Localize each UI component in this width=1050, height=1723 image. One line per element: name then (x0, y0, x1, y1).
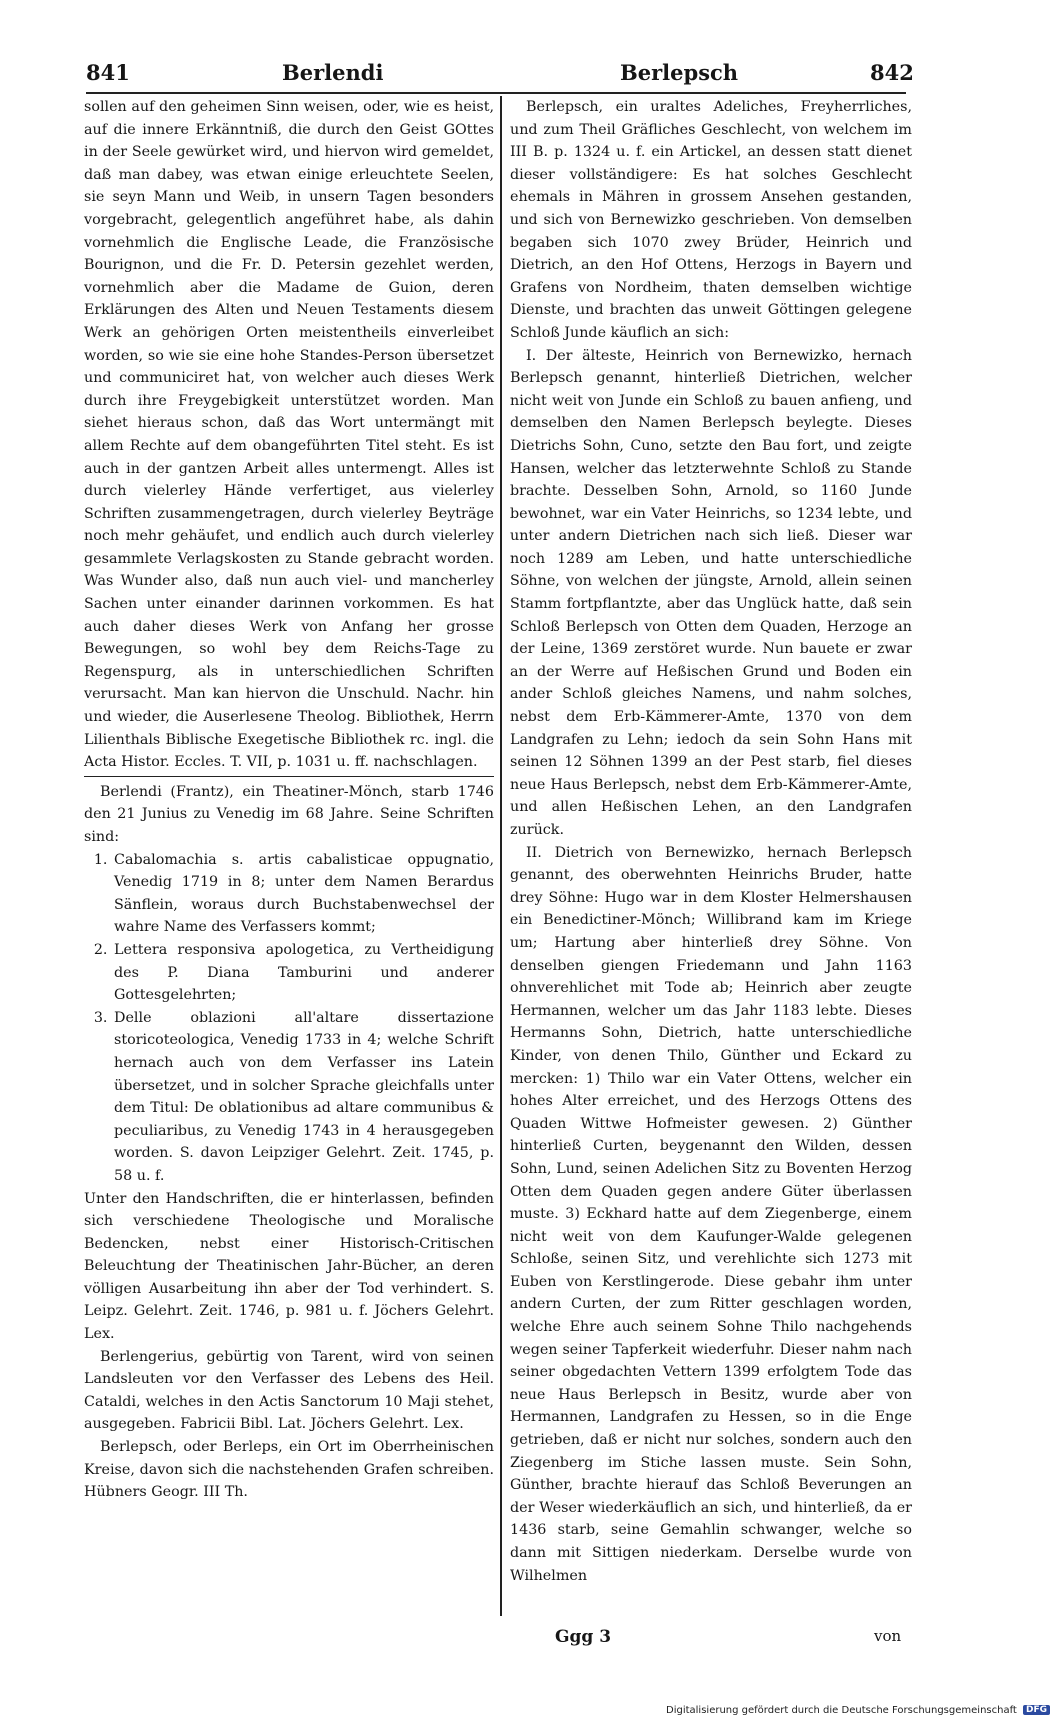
dfg-logo: DFG (1023, 1705, 1050, 1715)
work-item: 3. Delle oblazioni all'altare dissertazione storicoteologica, Venedig 1733 in 4; welche Schrift hernach auch von dem Verfasser ins Latein übersetzet, und in solcher Sprache gleichfalls unter dem Titul: De oblationibus ad altare communibus & peculiaribus, zu Venedig 1743 in 4 herausgegeben worden. S. davon Leipziger Gelehrt. Zeit. 1745, p. 58 u. f. (112, 1007, 494, 1188)
entry-berlepsch-family: Berlepsch, ein uraltes Adeliches, Freyherrliches, und zum Theil Gräfliches Geschlecht, von welchem im III B. p. 1324 u. f. ein Artickel, an dessen statt dienet dieser vollständigere: Es hat solches Geschlecht ehemals in Mähren in grossem Ansehen gestanden, und sich von Bernewizko geschrieben. Von demselben begaben sich 1070 zwey Brüder, Heinrich und Dietrich, an den Hof Ottens, Herzogs in Bayern und Grafens von Nordheim, thaten demselben wichtige Dienste, und brachten das unweit Göttingen gelegene Schloß Junde käuflich an sich: (510, 99, 912, 341)
right-page-number: 842 (870, 60, 914, 85)
digitization-note: Digitalisierung gefördert durch die Deutsche Forschungsgemeinschaft (666, 1705, 1017, 1716)
header-rule (86, 92, 906, 94)
digitization-credit (666, 1705, 1050, 1716)
right-column (510, 96, 912, 1587)
column-rule (500, 96, 502, 1616)
work-item: 1. Cabalomachia s. artis cabalisticae oppugnatio, Venedig 1719 in 8; unter dem Namen Berardus Sänflein, woraus durch Buchstabenwechsel der wahre Name des Verfassers kommt; (112, 849, 494, 939)
catchword: von (874, 1627, 902, 1645)
entry-berlepsch-place: Berlepsch, oder Berleps, ein Ort im Oberrheinischen Kreise, davon sich die nachstehenden Grafen schreiben. Hübners Geogr. III Th. (84, 1439, 494, 1501)
left-paragraph-leade: sollen auf den geheimen Sinn weisen, oder, wie es heist, auf die innere Erkänntniß, die durch den Geist GOttes in der Seele gewürket wird, und hiervon wird gemeldet, daß man dabey, was etwan einige erleuchtete Seelen, sie seyn Mann und Weib, in unsern Tagen besonders vorgebracht, gelegentlich angeführet habe, als dahin vornehmlich die Englische Leade, die Französische Bourignon, und die Fr. D. Petersin gezehlet werden, vornehmlich aber die Madame de Guion, deren Erklärungen des Alten und Neuen Testaments diesem Werk an gehörigen Orten meistentheils einverleibet worden, so wie sie eine hohe Standes-Person übersetzet und communiciret hat, von welcher auch dieses Werk durch ihre Freygebigkeit unterstützet worden. Man siehet hieraus schon, daß das Wort untermängt mit allem Rechte auf dem obangeführten Titel steht. Es ist auch in der gantzen Arbeit alles untermengt. Alles ist durch vielerley Hände verfertiget, aus vielerley Schriften zusammengetragen, durch vielerley Beyträge noch mehr gehäufet, und endlich auch durch vielerley gesammlete Verlagskosten zu Stande gebracht worden. Was Wunder also, daß nun auch viel- und mancherley Sachen unter einander darinnen vorkommen. Es hat auch daher dieses Werk von Anfang her grosse Bewegungen, so wohl bey dem Reichs-Tage zu Regenspurg, als in unterschiedlichen Schriften verursacht. Man kan hiervon die Unschuld. Nachr. hin und wieder, die Auserlesene Theolog. Bibliothek, Herrn Lilienthals Biblische Exegetische Bibliothek rc. ingl. die Acta Histor. Eccles. T. VII, p. 1031 u. ff. nachschlagen. (84, 99, 494, 771)
entry-berlendi-intro: Berlendi (Frantz), ein Theatiner-Mönch, starb 1746 den 21 Junius zu Venedig im 68 Jahre. Seine Schriften sind: (84, 776, 494, 849)
entry-berlendi-manuscripts: Unter den Handschriften, die er hinterlassen, befinden sich verschiedene Theologische und Moralische Bedencken, nebst einer Historisch-Critischen Beleuchtung der Theatinischen Jahr-Bücher, an deren völligen Ausarbeitung ihn aber der Tod verhindert. S. Leipz. Gelehrt. Zeit. 1746, p. 981 u. f. Jöchers Gelehrt. Lex. (84, 1190, 494, 1343)
left-page-number: 841 (86, 60, 130, 85)
left-running-title: Berlendi (282, 60, 384, 85)
work-item: 2. Lettera responsiva apologetica, zu Vertheidigung des P. Diana Tamburini und anderer Gottesgelehrten; (112, 939, 494, 1007)
signature-mark: Ggg 3 (555, 1627, 612, 1647)
right-running-title: Berlepsch (620, 60, 739, 85)
lineage-section-one: I. Der älteste, Heinrich von Bernewizko, hernach Berlepsch genannt, hinterließ Dietrichen, welcher nicht weit von Junde ein Schloß zu bauen anfieng, und demselben den Namen Berlepsch beylegte. Dieses Dietrichs Sohn, Cuno, setzte den Bau fort, und zeigte Hansen, welcher das letzterwehnte Schloß zu Stande brachte. Desselben Sohn, Arnold, so 1160 Junde bewohnet, war ein Vater Heinrichs, so 1234 lebte, und unter andern Dietrichen nach sich ließ. Dieser war noch 1289 am Leben, und hatte unterschiedliche Söhne, von welchen der jüngste, Arnold, allein seinen Stamm fortpflantzte, aber das Unglück hatte, daß sein Schloß Berlepsch von Otten dem Quaden, Herzoge an der Leine, 1369 zerstöret wurde. Nun bauete er zwar an der Werre auf Heßischen Grund und Boden ein ander Schloß gleiches Namens, und nahm solches, nebst dem Erb-Kämmerer-Amte, 1370 von dem Landgrafen zu Lehn; iedoch da sein Sohn Hans mit seinen 12 Söhnen 1399 an der Pest starb, fiel dieses neue Haus Berlepsch, nebst dem Erb-Kämmerer-Amte, und allen Heßischen Lehen, an den Landgrafen zurück. (510, 347, 912, 838)
works-list (84, 849, 494, 1188)
left-column (84, 96, 494, 1504)
entry-berlengerius: Berlengerius, gebürtig von Tarent, wird von seinen Landsleuten vor den Verfasser des Lebens des Heil. Cataldi, welches in den Actis Sanctorum 10 Maji stehet, ausgegeben. Fabricii Bibl. Lat. Jöchers Gelehrt. Lex. (84, 1348, 494, 1433)
lineage-section-two: II. Dietrich von Bernewizko, hernach Berlepsch genannt, des oberwehnten Heinrichs Bruder, hatte drey Söhne: Hugo war in dem Kloster Helmershausen ein Benedictiner-Mönch; Willibrand kam im Kriege um; Hartung aber hinterließ drey Söhne. Von denselben giengen Friedemann und Jahn 1163 ohnverehlichet mit Tode ab; Heinrich aber zeugte Hermannen, welcher um das Jahr 1183 lebte. Dieses Hermanns Sohn, Dietrich, hatte unterschiedliche Kinder, von denen Thilo, Günther und Eckard zu mercken: 1) Thilo war ein Vater Ottens, welcher ein hohes Alter erreichet, und des Herzogs Ottens des Quaden Wittwe Hofmeister gewesen. 2) Günther hinterließ Curten, beygenannt den Wilden, dessen Sohn, Lund, seinen Adelichen Sitz zu Boventen Herzog Otten dem Quaden gegen andere Güter überlassen muste. 3) Eckhard hatte auf dem Ziegenberge, einem nicht weit von dem Kaufunger-Walde gelegenen Schloße, seinen Sitz, und verehlichte sich 1273 mit Euben von Kerstlingerode. Diese gebahr ihm unter andern Curten, der zum Ritter geschlagen worden, welche Ehre auch seinem Sohne Thilo nachgehends wegen seiner Tapferkeit wiederfuhr. Dieser nahm nach seiner obgedachten Vettern 1399 erfolgtem Tode das neue Haus Berlepsch in Besitz, wurde aber von Hermannen, Landgrafen zu Hessen, so in die Enge getrieben, daß er nicht nur solches, sondern auch den Ziegenberg im Stiche lassen muste. Sein Sohn, Günther, brachte hierauf das Schloß Beverungen an der Weser wiederkäuflich an sich, und hinterließ, da er 1436 starb, seine Gemahlin schwanger, welche so dann mit Sittigen niederkam. Derselbe wurde von Wilhelmen (510, 844, 912, 1584)
